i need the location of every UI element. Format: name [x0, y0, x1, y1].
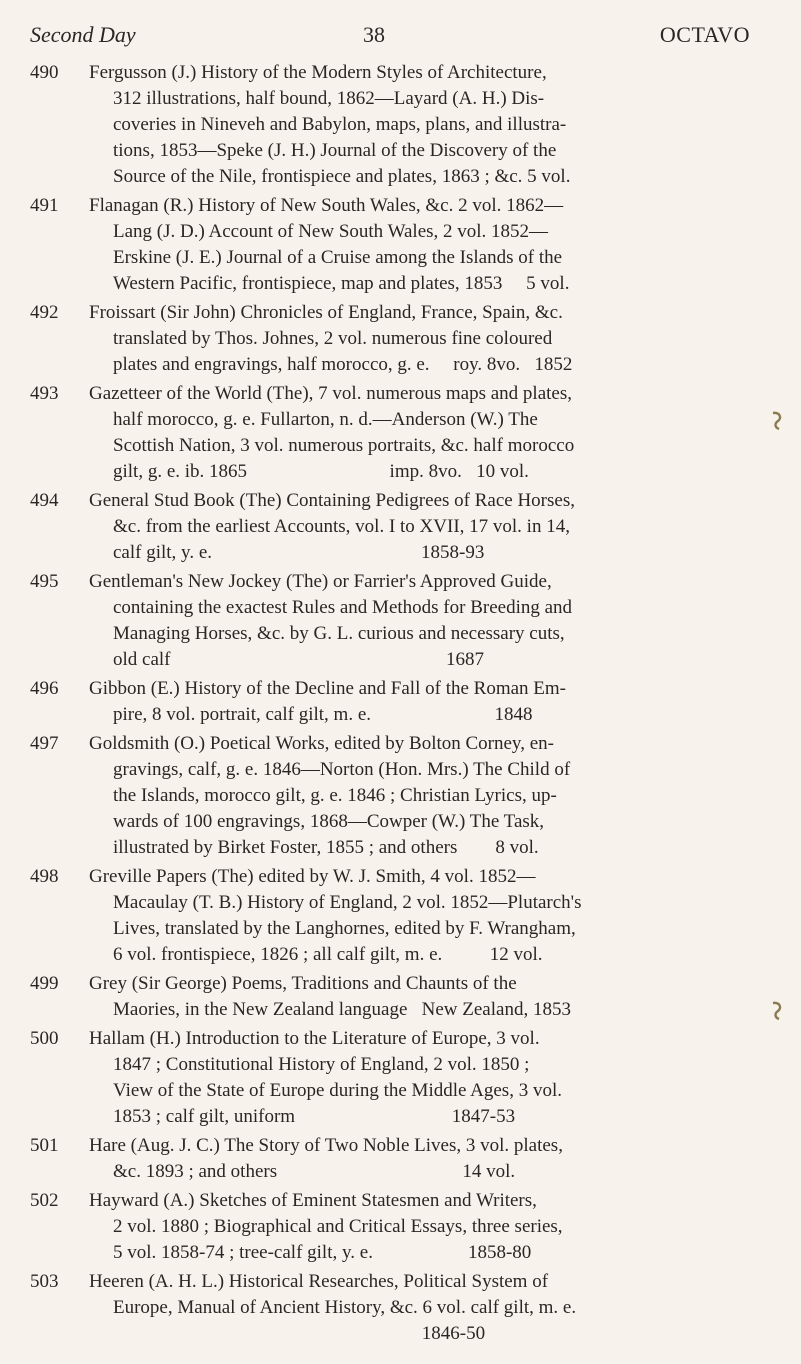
lot-number: 500 — [30, 1028, 59, 1049]
description-line: translated by Thos. Johnes, 2 vol. numerous fine coloured — [113, 328, 553, 349]
lot-entry — [30, 300, 750, 378]
lot-entry — [30, 1026, 750, 1130]
lot-number: 492 — [30, 302, 59, 323]
lot-number: 491 — [30, 195, 59, 216]
lot-number: 503 — [30, 1271, 59, 1292]
description-line: Source of the Nile, frontispiece and plates, 1863 ; &c. 5 vol. — [113, 166, 571, 187]
lot-description — [89, 1269, 749, 1347]
lot-entry — [30, 569, 750, 673]
lot-number: 499 — [30, 973, 59, 994]
description-line: Greville Papers (The) edited by W. J. Smith, 4 vol. 1852— — [89, 866, 536, 887]
lot-description — [89, 1188, 749, 1266]
lot-description — [89, 381, 749, 485]
description-line: tions, 1853—Speke (J. H.) Journal of the Discovery of the — [113, 140, 557, 161]
lot-description — [89, 300, 749, 378]
lot-number: 495 — [30, 571, 59, 592]
lot-description — [89, 569, 749, 673]
description-line: Heeren (A. H. L.) Historical Researches, Political System of — [89, 1271, 549, 1292]
lot-entry — [30, 1133, 750, 1185]
lot-entry — [30, 1269, 750, 1347]
description-line: Western Pacific, frontispiece, map and plates, 1853 5 vol. — [113, 273, 570, 294]
lot-description — [89, 1133, 749, 1185]
lot-number: 501 — [30, 1135, 59, 1156]
lot-number: 498 — [30, 866, 59, 887]
description-line: Gazetteer of the World (The), 7 vol. numerous maps and plates, — [89, 383, 572, 404]
description-line: containing the exactest Rules and Methods for Breeding and — [113, 597, 573, 618]
description-line: Fergusson (J.) History of the Modern Styles of Architecture, — [89, 62, 547, 83]
lot-number: 490 — [30, 62, 59, 83]
description-line: half morocco, g. e. Fullarton, n. d.—Anderson (W.) The — [113, 409, 538, 430]
lot-description — [89, 676, 749, 728]
lot-description — [89, 488, 749, 566]
lot-entry — [30, 731, 750, 861]
lot-description — [89, 1026, 749, 1130]
lot-entry — [30, 864, 750, 968]
ink-mark-icon — [770, 1000, 784, 1022]
lot-number: 493 — [30, 383, 59, 404]
lot-description — [89, 731, 749, 861]
description-line: Lang (J. D.) Account of New South Wales, 2 vol. 1852— — [113, 221, 549, 242]
description-line: &c. 1893 ; and others 14 vol. — [113, 1161, 516, 1182]
description-line: Flanagan (R.) History of New South Wales, &c. 2 vol. 1862— — [89, 195, 564, 216]
description-line: old calf 1687 — [113, 649, 485, 670]
lot-entry — [30, 971, 750, 1023]
description-line: Goldsmith (O.) Poetical Works, edited by Bolton Corney, en- — [89, 733, 554, 754]
lot-description — [89, 971, 749, 1023]
lot-number: 502 — [30, 1190, 59, 1211]
lot-entry — [30, 381, 750, 485]
description-line: Macaulay (T. B.) History of England, 2 vol. 1852—Plutarch's — [113, 892, 582, 913]
lot-entry — [30, 1188, 750, 1266]
description-line: coveries in Nineveh and Babylon, maps, plans, and illustra- — [113, 114, 567, 135]
lot-entry — [30, 193, 750, 297]
description-line: Erskine (J. E.) Journal of a Cruise among the Islands of the — [113, 247, 563, 268]
description-line: General Stud Book (The) Containing Pedigrees of Race Horses, — [89, 490, 575, 511]
lot-description — [89, 864, 749, 968]
description-line: 6 vol. frontispiece, 1826 ; all calf gilt, m. e. 12 vol. — [113, 944, 543, 965]
description-line: 312 illustrations, half bound, 1862—Layard (A. H.) Dis- — [113, 88, 545, 109]
description-line: gravings, calf, g. e. 1846—Norton (Hon. Mrs.) The Child of — [113, 759, 571, 780]
description-line: Hallam (H.) Introduction to the Literature of Europe, 3 vol. — [89, 1028, 540, 1049]
lot-description — [89, 60, 749, 190]
description-line: Lives, translated by the Langhornes, edited by F. Wrangham, — [113, 918, 576, 939]
ink-mark-icon — [770, 410, 784, 432]
description-line: Europe, Manual of Ancient History, &c. 6 vol. calf gilt, m. e. — [113, 1297, 577, 1318]
description-line: Maories, in the New Zealand language New Zealand, 1853 — [113, 999, 571, 1020]
description-line: pire, 8 vol. portrait, calf gilt, m. e. 1848 — [113, 704, 533, 725]
description-line: plates and engravings, half morocco, g. e. roy. 8vo. 1852 — [113, 354, 573, 375]
description-line: Managing Horses, &c. by G. L. curious and necessary cuts, — [113, 623, 565, 644]
description-line: gilt, g. e. ib. 1865 imp. 8vo. 10 vol. — [113, 461, 529, 482]
description-line: 5 vol. 1858-74 ; tree-calf gilt, y. e. 1858-80 — [113, 1242, 532, 1263]
description-line: Grey (Sir George) Poems, Traditions and Chaunts of the — [89, 973, 517, 994]
description-line: Hayward (A.) Sketches of Eminent Statesmen and Writers, — [89, 1190, 537, 1211]
page-number: 38 — [363, 22, 385, 47]
description-line: calf gilt, y. e. 1858-93 — [113, 542, 485, 563]
description-line: Gentleman's New Jockey (The) or Farrier's Approved Guide, — [89, 571, 552, 592]
description-line: Froissart (Sir John) Chronicles of England, France, Spain, &c. — [89, 302, 563, 323]
description-line: the Islands, morocco gilt, g. e. 1846 ; Christian Lyrics, up- — [113, 785, 557, 806]
description-line: Scottish Nation, 3 vol. numerous portraits, &c. half morocco — [113, 435, 575, 456]
description-line: View of the State of Europe during the Middle Ages, 3 vol. — [113, 1080, 562, 1101]
description-line: 1846-50 — [113, 1323, 486, 1344]
lot-number: 497 — [30, 733, 59, 754]
description-line: Gibbon (E.) History of the Decline and Fall of the Roman Em- — [89, 678, 567, 699]
description-line: 1847 ; Constitutional History of England, 2 vol. 1850 ; — [113, 1054, 530, 1075]
description-line: 2 vol. 1880 ; Biographical and Critical Essays, three series, — [113, 1216, 563, 1237]
description-line: 1853 ; calf gilt, uniform 1847-53 — [113, 1106, 516, 1127]
description-line: wards of 100 engravings, 1868—Cowper (W.) The Task, — [113, 811, 545, 832]
lot-description — [89, 193, 749, 297]
header-day: Second Day — [30, 22, 136, 47]
lot-number: 494 — [30, 490, 59, 511]
description-line: illustrated by Birket Foster, 1855 ; and others 8 vol. — [113, 837, 539, 858]
description-line: Hare (Aug. J. C.) The Story of Two Noble Lives, 3 vol. plates, — [89, 1135, 563, 1156]
header-format: OCTAVO — [659, 22, 750, 47]
lot-entry — [30, 60, 750, 190]
description-line: &c. from the earliest Accounts, vol. I to XVII, 17 vol. in 14, — [113, 516, 570, 537]
lot-entry — [30, 488, 750, 566]
lot-number: 496 — [30, 678, 59, 699]
lot-entry — [30, 676, 750, 728]
